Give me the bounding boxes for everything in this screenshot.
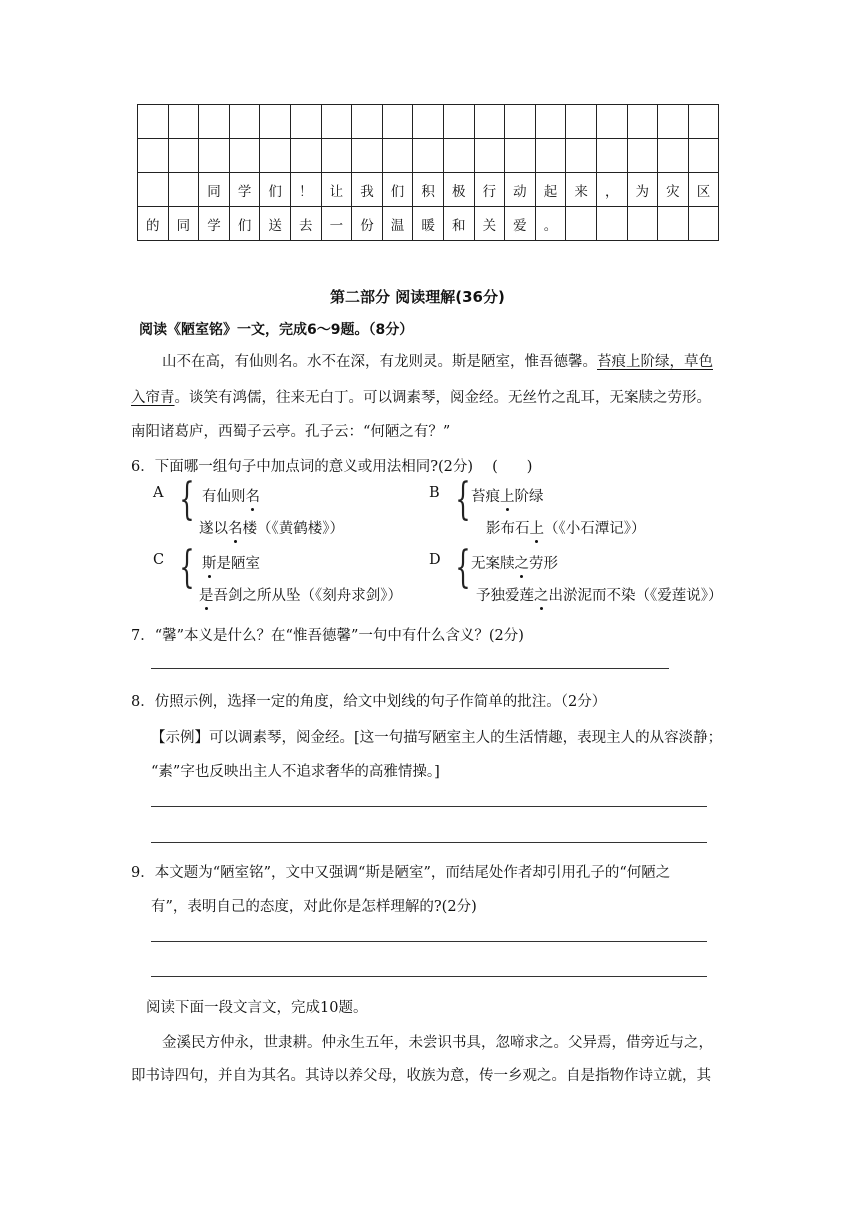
grid-cell: 行 [474, 173, 505, 207]
q8-example-line2: “素”字也反映出主人不追求奢华的高雅情操。] [151, 764, 440, 780]
grid-cell [413, 105, 444, 139]
grid-cell: 份 [352, 207, 383, 241]
grid-cell: 学 [199, 207, 230, 241]
grid-cell: 同 [168, 207, 199, 241]
q6-d-s1-dotted: 之 [515, 552, 530, 573]
grid-cell [321, 139, 352, 173]
grid-cell: 们 [229, 207, 260, 241]
q7-stem: 7．“馨”本义是什么？在“惟吾德馨”一句中有什么含义？(2分) [131, 628, 524, 644]
grid-cell [352, 105, 383, 139]
grid-cell [229, 105, 260, 139]
composition-grid [137, 104, 719, 241]
grid-cell: 们 [382, 173, 413, 207]
q6-c-sentence2 [199, 584, 402, 605]
q7-answer-line[interactable] [151, 668, 669, 669]
passage1-text-1a: 山不在高，有仙则名。水不在深，有龙则灵。斯是陋室，惟吾德馨。 [162, 354, 597, 370]
grid-cell [413, 139, 444, 173]
grid-cell [168, 173, 199, 207]
grid-cell: 一 [321, 207, 352, 241]
grid-cell [260, 139, 291, 173]
passage2-line1: 金溪民方仲永，世隶耕。仲永生五年，未尝识书具，忽啼求之。父异焉，借旁近与之， [162, 1035, 713, 1051]
q8-example-line1: 【示例】可以调素琴，阅金经。[这一句描写陋室主人的生活情趣，表现主人的从容淡静； [151, 730, 723, 746]
grid-cell [535, 139, 566, 173]
grid-cell [535, 105, 566, 139]
q6-a-s2-rest: 楼（《黄鹤楼》） [242, 521, 344, 537]
underlined-sentence-a: 苔痕上阶绿，草色 [597, 354, 713, 370]
q8-answer-line-2[interactable] [151, 842, 707, 843]
q6-a-s1-text: 有仙则 [202, 489, 246, 505]
grid-cell [199, 139, 230, 173]
grid-cell: 去 [290, 207, 321, 241]
grid-cell: 温 [382, 207, 413, 241]
q6-b-s1-dotted: 上 [500, 485, 515, 506]
grid-cell [199, 105, 230, 139]
brace-b: { [455, 474, 471, 525]
grid-cell [229, 139, 260, 173]
q6-c-s1-rest: 是陋室 [216, 556, 260, 572]
q9-answer-line-2[interactable] [151, 976, 707, 977]
grid-cell: 。 [535, 207, 566, 241]
q6-d-s1-rest: 劳形 [529, 556, 558, 572]
grid-cell: ！ [290, 173, 321, 207]
grid-cell [138, 105, 169, 139]
underlined-sentence-b: 入帘青 [131, 390, 175, 406]
passage2-line2: 即书诗四句，并自为其名。其诗以养父母，收族为意，传一乡观之。自是指物作诗立就，其 [131, 1068, 711, 1084]
grid-cell [505, 105, 536, 139]
grid-cell [627, 105, 658, 139]
grid-cell [138, 173, 169, 207]
grid-cell [658, 105, 689, 139]
q6-option-c-label: C [153, 552, 165, 568]
grid-cell: 关 [474, 207, 505, 241]
grid-cell [474, 139, 505, 173]
grid-cell [290, 105, 321, 139]
grid-cell: 同 [199, 173, 230, 207]
q6-a-sentence1 [202, 485, 260, 506]
grid-row [138, 105, 719, 139]
grid-cell: 我 [352, 173, 383, 207]
grid-cell: ， [596, 173, 627, 207]
grid-cell: 暖 [413, 207, 444, 241]
brace-d: { [455, 542, 471, 593]
q6-d-sentence2 [476, 584, 723, 605]
q6-a-s2-dotted: 名 [228, 517, 243, 538]
q6-b-s2-rest: （《小石潭记》） [544, 521, 646, 537]
q6-b-s1-rest: 阶绿 [514, 489, 544, 505]
grid-cell [688, 139, 719, 173]
grid-cell: 来 [566, 173, 597, 207]
q6-d-s2-text: 予独爱莲 [476, 588, 534, 604]
grid-cell [505, 139, 536, 173]
brace-a: { [179, 474, 195, 525]
q8-answer-line-1[interactable] [151, 806, 707, 807]
grid-cell: 和 [443, 207, 474, 241]
grid-cell: 们 [260, 173, 291, 207]
q9-line1: 9．本文题为“陋室铭”，文中又强调“斯是陋室”，而结尾处作者却引用孔子的“何陋之 [131, 865, 671, 881]
grid-cell: 爱 [505, 207, 536, 241]
q6-stem: 6．下面哪一组句子中加点词的意义或用法相同?(2分) ( ) [131, 459, 533, 475]
grid-cell [138, 139, 169, 173]
q6-d-s1-text: 无案牍 [471, 556, 515, 572]
grid-cell [352, 139, 383, 173]
grid-cell: 学 [229, 173, 260, 207]
grid-cell: 让 [321, 173, 352, 207]
grid-cell: 区 [688, 173, 719, 207]
q6-b-sentence1 [471, 485, 544, 506]
q6-b-sentence2 [486, 517, 646, 538]
grid-cell: 动 [505, 173, 536, 207]
grid-cell: 送 [260, 207, 291, 241]
q6-b-s2-text: 影布石 [486, 521, 530, 537]
grid-cell [627, 207, 658, 241]
grid-cell [382, 139, 413, 173]
instruction-1: 阅读《陋室铭》一文，完成6～9题。（8分） [139, 322, 414, 338]
q6-c-s1-dotted: 斯 [202, 552, 217, 573]
grid-cell [260, 105, 291, 139]
grid-cell [658, 207, 689, 241]
grid-cell [566, 139, 597, 173]
grid-cell [290, 139, 321, 173]
section-title: 第二部分 阅读理解(36分) [330, 288, 505, 306]
grid-cell [168, 105, 199, 139]
grid-cell [443, 139, 474, 173]
passage1-line1 [162, 350, 713, 371]
grid-cell [566, 105, 597, 139]
q6-a-s1-dotted: 名 [246, 485, 261, 506]
grid-cell: 的 [138, 207, 169, 241]
grid-cell [596, 105, 627, 139]
q6-option-a-label: A [153, 485, 164, 501]
q6-c-s2-rest: 吾剑之所从坠（《刻舟求剑》） [213, 588, 402, 604]
grid-cell [443, 105, 474, 139]
q6-option-d-label: D [429, 552, 441, 568]
q6-option-b-label: B [429, 485, 440, 501]
q9-line2: 有”，表明自己的态度，对此你是怎样理解的?(2分) [151, 899, 477, 915]
grid-cell [627, 139, 658, 173]
grid-cell [596, 207, 627, 241]
q6-c-s2-dotted: 是 [199, 584, 214, 605]
grid-cell: 为 [627, 173, 658, 207]
instruction-2: 阅读下面一段文言文，完成10题。 [146, 1000, 368, 1016]
q6-b-s1-text: 苔痕 [471, 489, 500, 505]
q6-d-s2-dotted: 之 [534, 584, 549, 605]
q6-b-s2-dotted: 上 [530, 517, 545, 538]
grid-cell [658, 139, 689, 173]
grid-cell [321, 105, 352, 139]
passage1-text-2b: 。谈笑有鸿儒，往来无白丁。可以调素琴，阅金经。无丝竹之乱耳，无案牍之劳形。 [174, 390, 711, 406]
q6-a-s2-text: 遂以 [199, 521, 228, 537]
grid-cell [688, 105, 719, 139]
grid-cell: 起 [535, 173, 566, 207]
grid-cell: 极 [443, 173, 474, 207]
q6-a-sentence2 [199, 517, 344, 538]
passage1-line3: 南阳诸葛庐，西蜀子云亭。孔子云：“何陋之有？” [131, 424, 451, 440]
q6-d-sentence1 [471, 552, 558, 573]
grid-cell [688, 207, 719, 241]
grid-row [138, 139, 719, 173]
grid-cell [474, 105, 505, 139]
brace-c: { [179, 542, 195, 593]
grid-cell [566, 207, 597, 241]
grid-cell: 灾 [658, 173, 689, 207]
passage1-line2 [131, 386, 711, 407]
grid-cell [382, 105, 413, 139]
q6-c-sentence1 [202, 552, 260, 573]
grid-row [138, 207, 719, 241]
q8-stem: 8．仿照示例，选择一定的角度，给文中划线的句子作简单的批注。（2分） [131, 694, 607, 710]
q9-answer-line-1[interactable] [151, 941, 707, 942]
grid-cell [596, 139, 627, 173]
grid-row [138, 173, 719, 207]
q6-d-s2-rest: 出淤泥而不染（《爱莲说》） [548, 588, 723, 604]
grid-cell [168, 139, 199, 173]
grid-cell: 积 [413, 173, 444, 207]
